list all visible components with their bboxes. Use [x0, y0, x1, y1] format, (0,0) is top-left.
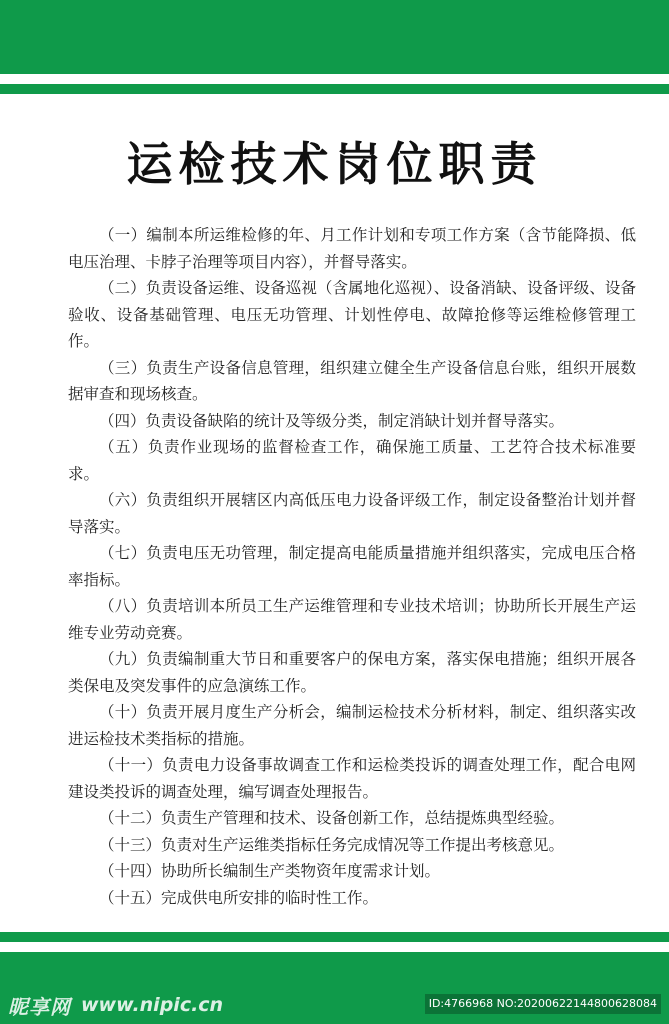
- duty-item: （九）负责编制重大节日和重要客户的保电方案，落实保电措施；组织开展各类保电及突发事件的应急演练工作。: [68, 650, 636, 695]
- watermark-site: www.nipic.cn: [81, 994, 224, 1016]
- duty-item: （十二）负责生产管理和技术、设备创新工作，总结提炼典型经验。: [99, 809, 565, 827]
- duty-item: （五）负责作业现场的监督检查工作，确保施工质量、工艺符合技术标准要求。: [68, 438, 636, 483]
- duty-item: （二）负责设备运维、设备巡视（含属地化巡视）、设备消缺、设备评级、设备验收、设备基础管理、电压无功管理、计划性停电、故障抢修等运维检修管理工作。: [68, 279, 636, 350]
- watermark-logo: 昵享网: [8, 994, 71, 1019]
- watermark-id: ID:4766968 NO:20200622144800628084: [425, 994, 661, 1014]
- page-title: 运检技术岗位职责: [126, 137, 543, 191]
- top-green-stripe: [0, 84, 669, 94]
- duty-item: （六）负责组织开展辖区内高低压电力设备评级工作，制定设备整治计划并督导落实。: [68, 491, 636, 536]
- top-green-band: [0, 0, 669, 74]
- duty-item: （十四）协助所长编制生产类物资年度需求计划。: [99, 862, 441, 880]
- duty-item: （一）编制本所运维检修的年、月工作计划和专项工作方案（含节能降损、低电压治理、卡脖子治理等项目内容），并督导落实。: [68, 226, 636, 271]
- duty-item: （十三）负责对生产运维类指标任务完成情况等工作提出考核意见。: [99, 835, 565, 854]
- watermark: [8, 990, 223, 1020]
- duties-list: [68, 222, 636, 911]
- duty-item: （十一）负责电力设备事故调查工作和运检类投诉的调查处理工作，配合电网建设类投诉的调查处理，编写调查处理报告。: [68, 756, 636, 801]
- duty-item: （三）负责生产设备信息管理，组织建立健全生产设备信息台账，组织开展数据审查和现场核查。: [68, 358, 636, 403]
- duty-item: （八）负责培训本所员工生产运维管理和专业技术培训；协助所长开展生产运维专业劳动竞赛。: [68, 597, 636, 642]
- duty-item: （十）负责开展月度生产分析会，编制运检技术分析材料，制定、组织落实改进运检技术类指标的措施。: [68, 703, 636, 748]
- duty-item: （十五）完成供电所安排的临时性工作。: [99, 888, 379, 907]
- bottom-green-stripe: [0, 932, 669, 942]
- duty-item: （七）负责电压无功管理，制定提高电能质量措施并组织落实，完成电压合格率指标。: [68, 544, 636, 589]
- duty-item: （四）负责设备缺陷的统计及等级分类，制定消缺计划并督导落实。: [99, 411, 565, 430]
